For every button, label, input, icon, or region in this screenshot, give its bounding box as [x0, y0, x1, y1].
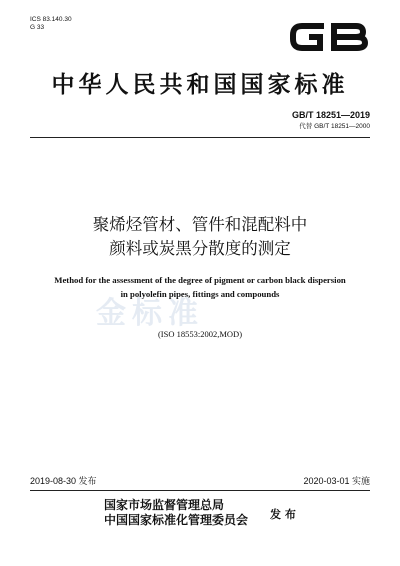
- publish-label: 发 布: [270, 508, 296, 521]
- implementation-date: 2020-03-01 实施: [303, 476, 370, 486]
- standard-number-block: [292, 110, 370, 130]
- ccs-code: G 33: [30, 24, 45, 31]
- bottom-divider: [30, 490, 370, 491]
- top-divider: [30, 137, 370, 138]
- issuer-line2: 中国国家标准化管理委员会: [104, 513, 249, 527]
- title-en-line1: Method for the assessment of the degree of pigment or carbon black dispersion: [54, 275, 346, 285]
- issue-date: 2019-08-30 发布: [30, 476, 97, 486]
- title-en-line2: in polyolefin pipes, fittings and compounds: [120, 289, 280, 299]
- national-standard-title: 中华人民共和国国家标准: [51, 72, 349, 98]
- watermark: 金标准: [96, 296, 204, 331]
- title-cn-line1: 聚烯烃管材、管件和混配料中: [92, 215, 308, 234]
- title-cn-line2: 颜料或炭黑分散度的测定: [109, 239, 291, 258]
- issuing-authorities: [104, 498, 248, 528]
- gb-logo-icon: [288, 18, 370, 56]
- classification-codes: [30, 16, 72, 32]
- replaces-standard: 代替 GB/T 18251—2000: [299, 123, 370, 130]
- ics-code: ICS 83.140.30: [30, 16, 72, 23]
- standard-number: GB/T 18251—2019: [291, 110, 370, 120]
- issuer-line1: 国家市场监督管理总局: [104, 498, 225, 512]
- iso-reference: (ISO 18553:2002,MOD): [157, 329, 243, 339]
